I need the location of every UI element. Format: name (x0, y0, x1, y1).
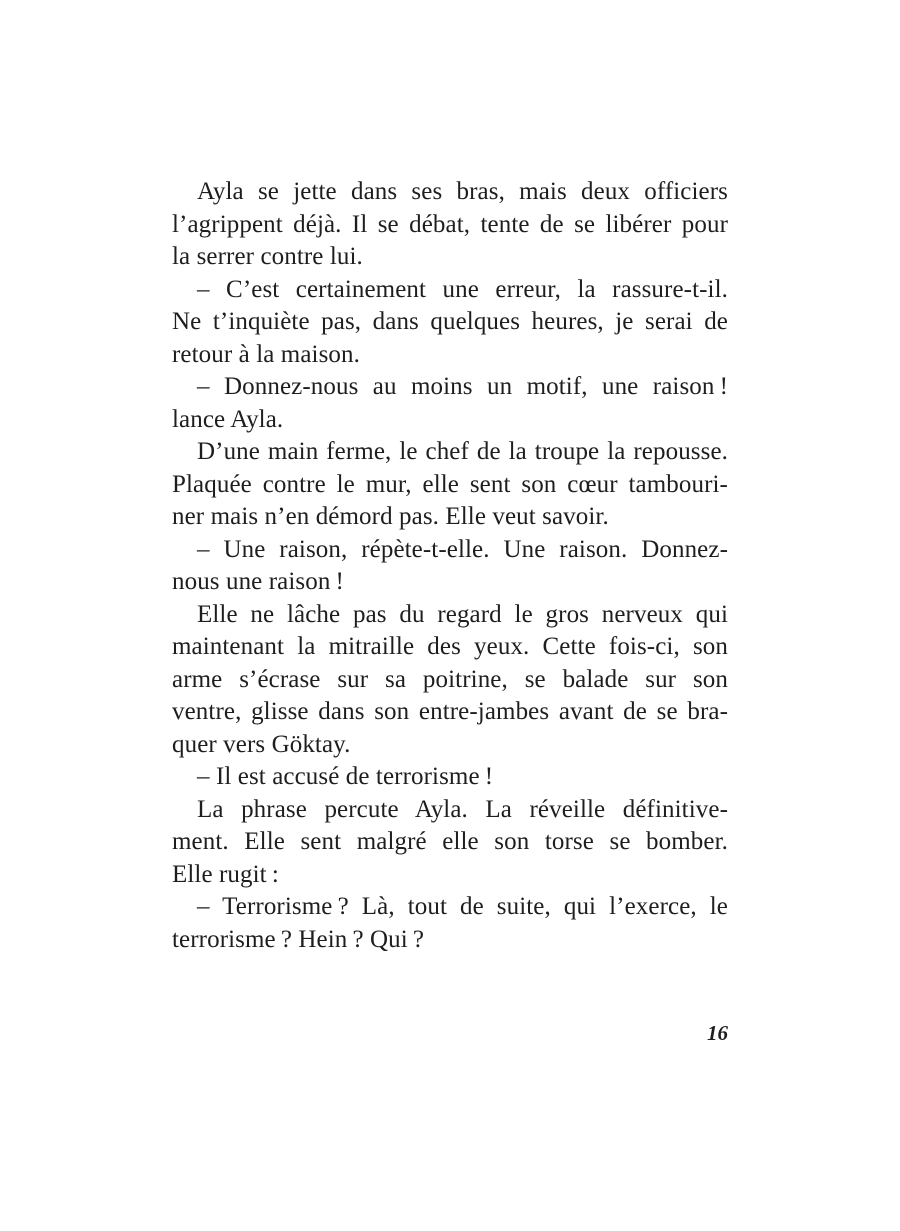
text-line: Ayla se jette dans ses bras, mais deux officiers (197, 178, 728, 205)
text-line: Ne t’inquiète pas, dans quelques heures, je serai de (172, 308, 728, 335)
text-line: D’une main ferme, le chef de la troupe la repousse. (197, 438, 728, 465)
paragraph (172, 794, 728, 892)
text-line: Elle ne lâche pas du regard le gros nerveux qui (197, 600, 728, 628)
text-line: arme s’écrase sur sa poitrine, se balade sur son (172, 665, 728, 693)
text-line: – Terrorisme ? Là, tout de suite, qui l’exerce, le (197, 893, 728, 920)
text-line: la serrer contre lui. (172, 243, 363, 270)
text-line: – C’est certainement une erreur, la rassure-t-il. (197, 275, 728, 303)
paragraph (172, 599, 728, 762)
text-line: retour à la maison. (172, 340, 360, 368)
text-line: – Donnez-nous au moins un motif, une raison ! (197, 373, 728, 400)
text-line: nous une raison ! (172, 568, 344, 595)
text-line: – Il est accusé de terrorisme ! (197, 763, 494, 790)
paragraph (172, 761, 728, 794)
text-line: ner mais n’en démord pas. Elle veut savoir. (172, 503, 609, 530)
text-line: ventre, glisse dans son entre-jambes avant de se bra- (172, 698, 728, 725)
text-line: quer vers Göktay. (172, 730, 351, 758)
text-line: – Une raison, répète-t-elle. Une raison. Donnez- (197, 535, 728, 563)
paragraph (172, 274, 728, 372)
text-line: ment. Elle sent malgré elle son torse se bomber. (172, 828, 728, 855)
paragraph (172, 534, 728, 599)
text-block (172, 176, 728, 956)
text-line: La phrase percute Ayla. La réveille définitive- (197, 795, 728, 823)
text-line: lance Ayla. (172, 405, 284, 433)
text-line: terrorisme ? Hein ? Qui ? (172, 925, 425, 953)
paragraph (172, 891, 728, 956)
text-line: Plaquée contre le mur, elle sent son cœur tambouri- (172, 470, 728, 498)
text-line: maintenant la mitraille des yeux. Cette fois-ci, son (172, 633, 728, 660)
text-line: l’agrippent déjà. Il se débat, tente de se libérer pour (172, 210, 728, 238)
paragraph (172, 436, 728, 534)
paragraph (172, 371, 728, 436)
page-number: 16 (707, 1021, 728, 1045)
text-line: Elle rugit : (172, 860, 279, 888)
paragraph (172, 176, 728, 274)
